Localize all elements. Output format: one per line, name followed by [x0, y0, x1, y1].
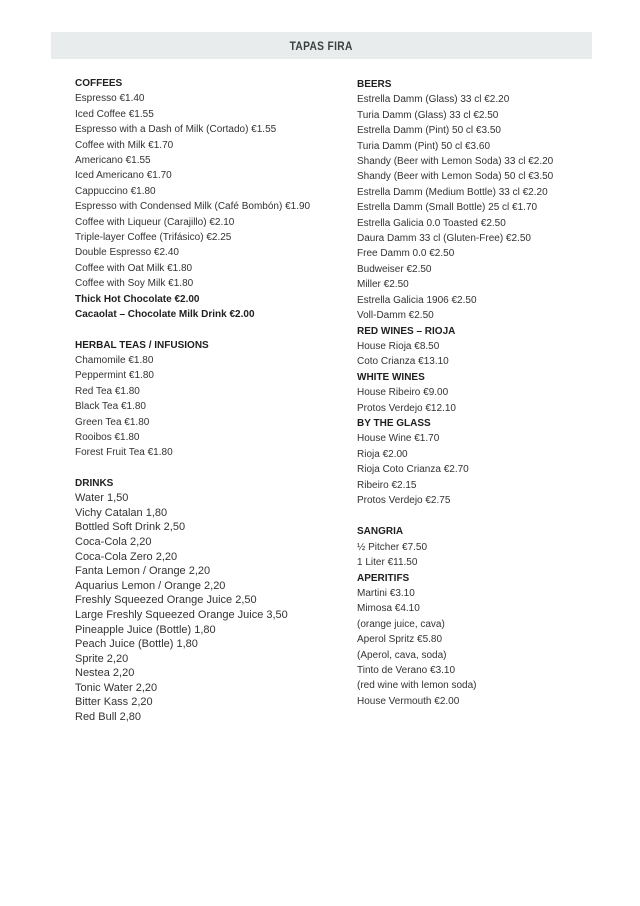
menu-item: Estrella Galicia 1906 €2.50: [357, 294, 477, 306]
section-spacer: [75, 323, 355, 338]
section-spacer: [75, 461, 355, 476]
menu-item: Shandy (Beer with Lemon Soda) 50 cl €3.50: [357, 171, 554, 183]
menu-item: Freshly Squeezed Orange Juice 2,50: [75, 594, 257, 607]
menu-item: Coffee with Soy Milk €1.80: [75, 278, 194, 290]
section-title: HERBAL TEAS / INFUSIONS: [75, 339, 209, 351]
menu-item: Coffee with Oat Milk €1.80: [75, 262, 193, 274]
menu-section-herbal-teas-infusions: [75, 338, 355, 461]
menu-item: Coca-Cola 2,20: [75, 535, 152, 548]
menu-item: Estrella Damm (Pint) 50 cl €3.50: [357, 125, 501, 137]
section-title: COFFEES: [75, 78, 123, 89]
menu-item: Tinto de Verano €3.10: [357, 665, 456, 677]
menu-item: Rioja €2.00: [357, 448, 408, 460]
menu-section-coffees: [75, 76, 355, 323]
section-title: WHITE WINES: [357, 371, 425, 383]
menu-item: Cappuccino €1.80: [75, 185, 156, 197]
menu-item: Espresso €1.40: [75, 93, 145, 105]
menu-item: (Aperol, cava, soda): [357, 649, 447, 661]
menu-item: Pineapple Juice (Bottle) 1,80: [75, 623, 216, 636]
menu-item: Rooibos €1.80: [75, 431, 140, 443]
section-title: BEERS: [357, 79, 392, 90]
menu-item: Estrella Galicia 0.0 Toasted €2.50: [357, 217, 506, 229]
left-column: [75, 76, 355, 725]
menu-item: Large Freshly Squeezed Orange Juice 3,50: [75, 608, 288, 621]
menu-item: Red Bull 2,80: [75, 711, 142, 724]
section-spacer: [357, 508, 637, 524]
menu-item: Estrella Damm (Medium Bottle) 33 cl €2.20: [357, 186, 548, 198]
menu-section-by-the-glass: [357, 416, 637, 508]
menu-item: Forest Fruit Tea €1.80: [75, 447, 173, 459]
menu-item: Turia Damm (Pint) 50 cl €3.60: [357, 140, 491, 152]
menu-item: Iced Americano €1.70: [75, 170, 172, 182]
menu-item: Estrella Damm (Glass) 33 cl €2.20: [357, 94, 510, 106]
menu-item: Double Espresso €2.40: [75, 247, 179, 259]
menu-item: Mimosa €4.10: [357, 603, 420, 615]
menu-item: Nestea 2,20: [75, 667, 135, 680]
menu-section-drinks: [75, 476, 355, 725]
section-title: SANGRIA: [357, 526, 404, 538]
menu-item: Peach Juice (Bottle) 1,80: [75, 638, 198, 651]
section-title: APERITIFS: [357, 572, 410, 584]
menu-item: Fanta Lemon / Orange 2,20: [75, 565, 211, 578]
menu-item: Thick Hot Chocolate €2.00: [75, 293, 200, 305]
menu-item: House Ribeiro €9.00: [357, 387, 449, 399]
section-title: BY THE GLASS: [357, 417, 431, 429]
menu-item: Estrella Damm (Small Bottle) 25 cl €1.70: [357, 202, 538, 214]
menu-item: Free Damm 0.0 €2.50: [357, 248, 455, 260]
menu-item: 1 Liter €11.50: [357, 557, 418, 569]
menu-title: TAPAS FIRA: [289, 38, 354, 53]
menu-item: Tonic Water 2,20: [75, 681, 158, 694]
right-column: [357, 77, 637, 709]
menu-section-white-wines: [357, 370, 637, 416]
menu-section-red-wines-rioja: [357, 324, 637, 370]
menu-item: (red wine with lemon soda): [357, 680, 477, 692]
menu-item: Triple-layer Coffee (Trifásico) €2.25: [75, 232, 232, 244]
menu-item: Turia Damm (Glass) 33 cl €2.50: [357, 109, 499, 121]
menu-item: Shandy (Beer with Lemon Soda) 33 cl €2.20: [357, 156, 554, 168]
menu-item: Americano €1.55: [75, 155, 151, 167]
menu-item: Budweiser €2.50: [357, 263, 432, 275]
menu-header-bar: [51, 32, 592, 59]
menu-item: Bottled Soft Drink 2,50: [75, 521, 186, 534]
menu-item: (orange juice, cava): [357, 618, 445, 630]
menu-item: Protos Verdejo €12.10: [357, 402, 456, 414]
menu-section-aperitifs: [357, 571, 637, 710]
menu-item: Miller €2.50: [357, 279, 409, 291]
menu-item: Protos Verdejo €2.75: [357, 494, 451, 506]
menu-item: Iced Coffee €1.55: [75, 108, 154, 120]
menu-item: Coffee with Liqueur (Carajillo) €2.10: [75, 216, 235, 228]
menu-item: Coca-Cola Zero 2,20: [75, 550, 178, 563]
menu-item: House Rioja €8.50: [357, 340, 440, 352]
menu-item: Water 1,50: [75, 492, 129, 505]
menu-item: ½ Pitcher €7.50: [357, 541, 428, 553]
menu-item: Espresso with Condensed Milk (Café Bombón) €1.90: [75, 201, 311, 213]
menu-item: Martini €3.10: [357, 588, 415, 599]
menu-section-sangria: [357, 524, 637, 570]
menu-item: Daura Damm 33 cl (Gluten-Free) €2.50: [357, 233, 531, 245]
menu-item: House Vermouth €2.00: [357, 695, 460, 707]
menu-section-beers: [357, 77, 637, 324]
menu-item: Rioja Coto Crianza €2.70: [357, 464, 469, 476]
menu-item: House Wine €1.70: [357, 433, 440, 445]
menu-item: Red Tea €1.80: [75, 385, 140, 397]
menu-item: Espresso with a Dash of Milk (Cortado) €1.55: [75, 124, 277, 136]
menu-item: Vichy Catalan 1,80: [75, 506, 168, 519]
menu-item: Ribeiro €2.15: [357, 479, 417, 491]
menu-item: Sprite 2,20: [75, 652, 129, 665]
section-title: RED WINES – RIOJA: [357, 325, 456, 337]
menu-item: Green Tea €1.80: [75, 416, 150, 428]
menu-item: Coffee with Milk €1.70: [75, 139, 174, 151]
menu-item: Coto Crianza €13.10: [357, 356, 449, 368]
menu-item: Aperol Spritz €5.80: [357, 634, 443, 646]
menu-item: Peppermint €1.80: [75, 370, 154, 382]
menu-item: Chamomile €1.80: [75, 354, 154, 366]
section-title: DRINKS: [75, 477, 114, 489]
menu-item: Cacaolat – Chocolate Milk Drink €2.00: [75, 309, 255, 321]
menu-item: Aquarius Lemon / Orange 2,20: [75, 579, 226, 592]
menu-item: Bitter Kass 2,20: [75, 696, 153, 709]
menu-item: Voll-Damm €2.50: [357, 310, 434, 322]
menu-item: Black Tea €1.80: [75, 401, 146, 413]
